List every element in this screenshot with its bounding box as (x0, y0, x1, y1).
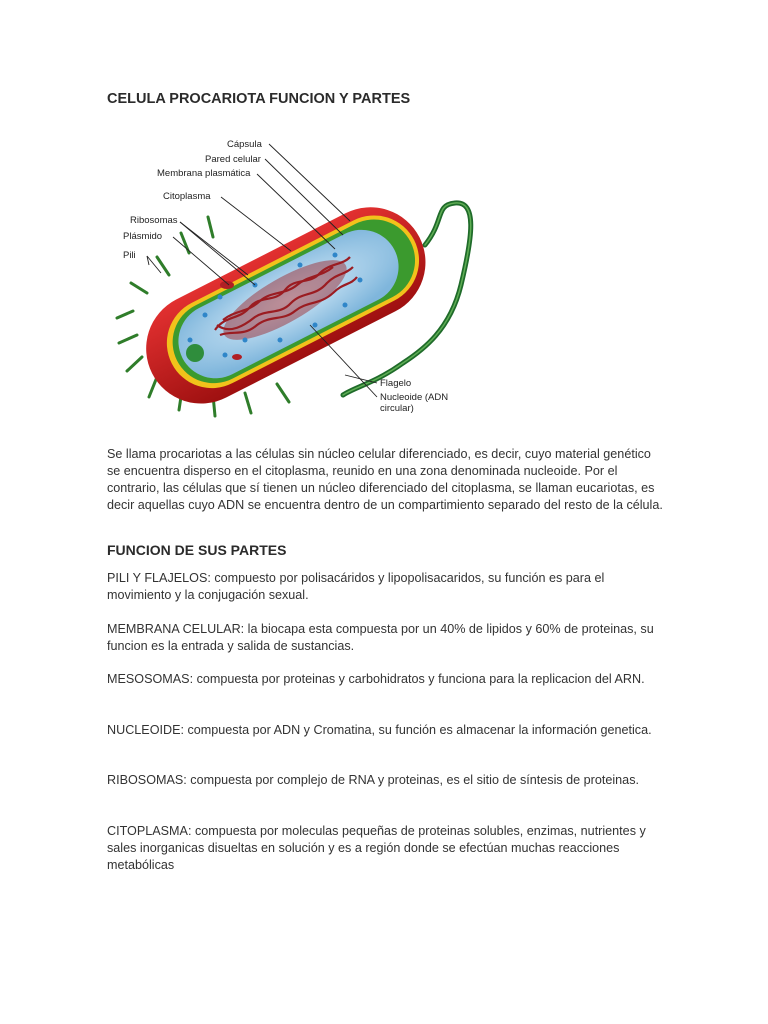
part-ribosomas: RIBOSOMAS: compuesta por complejo de RNA y proteinas, es el sitio de síntesis de proteinas. (107, 773, 639, 787)
label-pili: Pili (123, 250, 136, 261)
storage-granule (186, 344, 204, 362)
label-membrana: Membrana plasmática (157, 168, 251, 179)
section-heading: FUNCION DE SUS PARTES (107, 542, 287, 558)
label-capsula: Cápsula (227, 139, 262, 150)
label-nucleoide-1: Nucleoide (ADN (380, 392, 449, 403)
cell-illustration (105, 125, 495, 425)
intro-paragraph: Se llama procariotas a las células sin núcleo celular diferenciado, es decir, cuyo material genético se encuentra disperso en el citoplasma, reunido en una zona denominada nucleoide. Por el contrario, las células que sí tienen un núcleo diferenciado del citoplasma, se llaman eucariotas, es decir aquellas cuyo ADN se encuentra dentro de un compartimiento separado del resto de la célula. (107, 447, 663, 512)
label-plasmido: Plásmido (123, 231, 163, 242)
part-citoplasma: CITOPLASMA: compuesta por moleculas pequeñas de proteinas solubles, enzimas, nutrientes y sales inorganicas disueltas en solución y es a región donde se efectúan muchas reacciones metabólicas (107, 824, 646, 872)
part-nucleoide: NUCLEOIDE: compuesta por ADN y Cromatina, su función es almacenar la información genetica. (107, 723, 652, 737)
part-mesosomas: MESOSOMAS: compuesta por proteinas y carbohidratos y funciona para la replicacion del ARN. (107, 672, 645, 686)
prokaryotic-cell-diagram (105, 125, 495, 425)
label-citoplasma: Citoplasma (163, 191, 211, 202)
document-title: CELULA PROCARIOTA FUNCION Y PARTES (107, 91, 411, 107)
label-pared-celular: Pared celular (205, 154, 261, 165)
part-pili-flagelos: PILI Y FLAJELOS: compuesto por polisacáridos y lipopolisacaridos, su función es para el movimiento y la conjugación sexual. (107, 571, 605, 602)
label-ribosomas: Ribosomas (130, 215, 178, 226)
plasmid (220, 281, 234, 289)
label-flagelo: Flagelo (380, 378, 412, 389)
label-nucleoide-2: circular) (380, 403, 414, 414)
part-membrana-celular: MEMBRANA CELULAR: la biocapa esta compuesta por un 40% de lipidos y 60% de proteinas, su funcion es la entrada y salida de sustancias. (107, 622, 654, 653)
